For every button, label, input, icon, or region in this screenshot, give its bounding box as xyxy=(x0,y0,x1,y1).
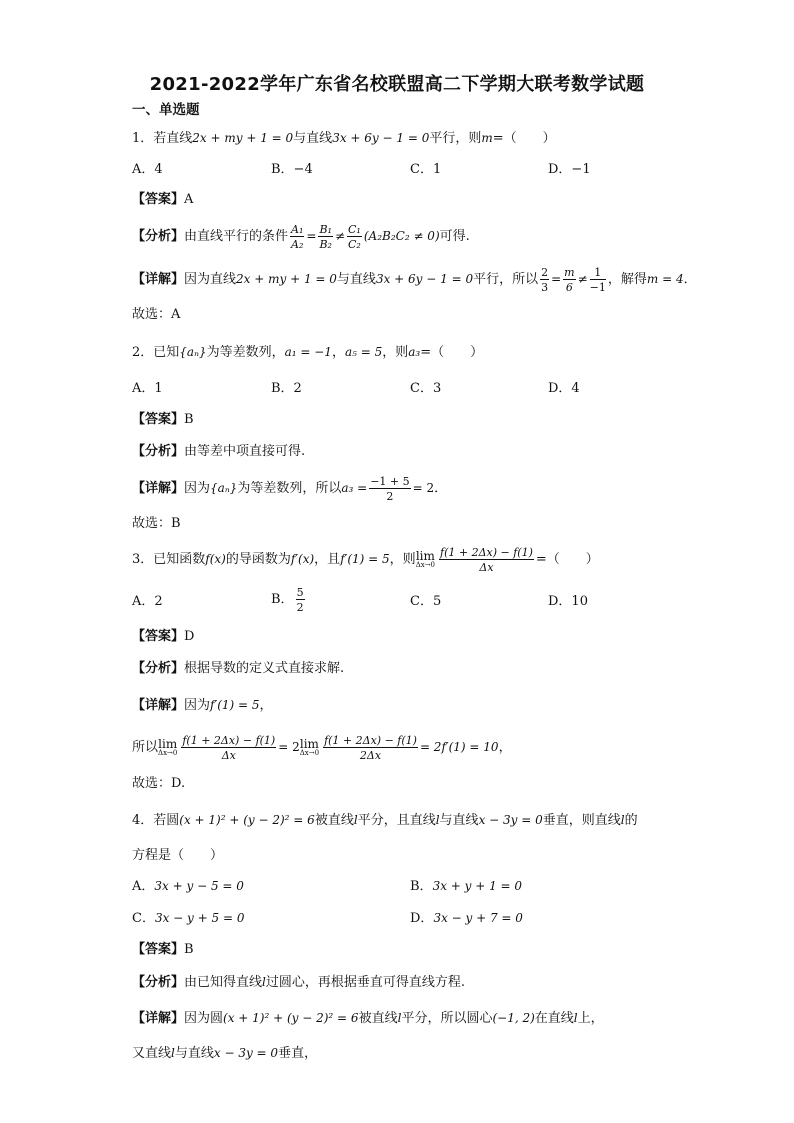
q1-answer xyxy=(132,190,193,210)
q3-stem-e: =（ ） xyxy=(535,552,599,567)
q4-analysis xyxy=(132,972,465,993)
q4-analysis-text-b: 过圆心，再根据垂直可得直线方程. xyxy=(265,975,466,990)
q3-answer-value: D xyxy=(184,629,195,644)
q4-detail-circle: (x + 1)² + (y − 2)² = 6 xyxy=(223,1011,359,1025)
q2-stem-c: ，则 xyxy=(382,345,409,360)
q4-detail-center: (−1, 2) xyxy=(492,1011,535,1025)
q1-detail-text-d: ，解得 xyxy=(607,272,647,287)
q1-detail-text-a: 因为直线 xyxy=(184,272,237,287)
q3-detail-text-a: 因为 xyxy=(184,698,211,713)
q4-stem-d: 与直线 xyxy=(439,813,479,828)
q1-detail-fraction-b: $\frac{m}{6}$ xyxy=(564,265,575,294)
q4-detail-line-l-1: l xyxy=(397,1011,402,1025)
q3-derivation-end: = 2f′(1) = 10 xyxy=(419,740,499,754)
q1-choice: 故选：A xyxy=(132,307,181,322)
q2-detail-fraction: $\frac{-1 + 5}{2}$ xyxy=(370,474,410,503)
q4-last-text-a: 又直线 xyxy=(132,1046,172,1061)
q2-detail-end: ． xyxy=(434,481,448,496)
q3-derivation-mid: = 2 xyxy=(278,740,300,754)
q3-derivation-fraction-2: $\frac{f(1 + 2\Delta x) - f(1)}{2\Delta x}$ xyxy=(324,733,417,762)
q3-stem-b: 的导函数为 xyxy=(225,552,291,567)
question-4-stem xyxy=(132,810,638,831)
q3-answer xyxy=(132,627,194,647)
q4-detail-text-b: 被直线 xyxy=(358,1011,398,1026)
q4-last-text-b: 与直线 xyxy=(174,1046,214,1061)
q2-analysis-text: 由等差中项直接可得. xyxy=(184,444,306,459)
q2-answer xyxy=(132,410,194,430)
q2-detail-lhs: a₃ = xyxy=(341,481,368,495)
q3-stem-a: 3．已知函数 xyxy=(132,552,206,567)
q3-stem-d: ，则 xyxy=(389,552,416,567)
q4-detail-line-l-2: l xyxy=(573,1011,578,1025)
section-heading: 一、单选题 xyxy=(132,102,200,118)
q2-stem-b: 为等差数列， xyxy=(206,345,285,360)
q1-variable: m xyxy=(481,131,493,145)
q2-detail-sequence: {aₙ} xyxy=(210,481,238,495)
q2-detail xyxy=(132,473,447,503)
q1-fraction-a: $\frac{\text{A₁}}{\text{A₂}}$ xyxy=(291,222,304,251)
q1-stem-d: =（ ） xyxy=(492,131,556,146)
question-1-stem xyxy=(132,128,556,149)
q3-option-d: D．10 xyxy=(548,594,588,609)
q3-so: 所以 xyxy=(132,740,159,755)
q4-detail-last xyxy=(132,1043,317,1064)
q4-answer-tag: 【答案】 xyxy=(132,942,185,957)
q1-option-a: A．4 xyxy=(132,162,163,177)
q4-option-a: A．3x + y − 5 = 0 xyxy=(132,879,244,894)
q2-answer-value: B xyxy=(184,412,194,427)
q1-detail: 【详解】因为直线2x + my + 1 = 0与直线3x + 6y − 1 = 0平行，所以 $\frac{2}{3}$ = $\frac{m}{6}$ ≠ $\frac{1}{-1}$ ，解得m = 4． xyxy=(132,265,697,294)
q4-circle: (x + 1)² + (y − 2)² = 6 xyxy=(179,813,315,827)
q4-detail-tag: 【详解】 xyxy=(132,1011,185,1026)
q3-derivation-comma: ， xyxy=(498,740,512,755)
q3-detail xyxy=(132,695,273,716)
q2-option-d: D．4 xyxy=(548,381,580,396)
q2-detail-tag: 【详解】 xyxy=(132,481,185,496)
q4-detail-text-c: 平分，所以圆心 xyxy=(401,1011,493,1026)
q2-detail-rhs: = 2 xyxy=(412,481,435,495)
q2-detail-text-b: 为等差数列，所以 xyxy=(237,481,342,496)
q4-analysis-text-a: 由已知得直线 xyxy=(184,975,263,990)
q1-answer-tag: 【答案】 xyxy=(132,192,185,207)
q3-option-a: A．2 xyxy=(132,594,163,609)
q1-detail-result: m = 4 xyxy=(646,272,684,286)
question-3-stem xyxy=(132,544,599,574)
q4-stem-c: 平分，且直线 xyxy=(357,813,436,828)
q2-choice: 故选：B xyxy=(132,516,181,531)
q4-stem-g: 方程是（ ） xyxy=(132,848,224,863)
q4-stem-a: 4．若圆 xyxy=(132,813,180,828)
q1-formula-1: 2x + my + 1 = 0 xyxy=(192,131,294,145)
q4-analysis-line-l: l xyxy=(262,975,266,989)
q3-detail-text-b: ， xyxy=(259,698,273,713)
q4-answer xyxy=(132,940,194,960)
q3-condition: f′(1) = 5 xyxy=(340,552,390,566)
q3-limit: lim Δx→0 xyxy=(415,549,436,569)
q4-line-l-1: l xyxy=(353,813,358,827)
q3-choice: 故选：D. xyxy=(132,776,186,791)
q1-stem-c: 平行，则 xyxy=(429,131,482,146)
q1-detail-end: ． xyxy=(683,272,697,287)
q4-stem-b: 被直线 xyxy=(314,813,354,828)
q1-option-c: C．1 xyxy=(410,162,442,177)
q3-derivation-limit-2: lim Δx→0 xyxy=(299,737,320,757)
q2-option-b: B．2 xyxy=(271,381,302,396)
q1-formula-2: 3x + 6y − 1 = 0 xyxy=(332,131,430,145)
q3-fraction: $\frac{f(1 + 2\Delta x) - f(1)}{\Delta x}$ xyxy=(440,545,533,574)
q2-option-a: A．1 xyxy=(132,381,163,396)
q1-analysis-tag: 【分析】 xyxy=(132,229,185,244)
q1-stem-b: 与直线 xyxy=(293,131,333,146)
q1-not-equal: ≠ xyxy=(334,229,346,243)
q1-fraction-b: $\frac{\text{B₁}}{\text{B₂}}$ xyxy=(319,222,332,251)
q2-analysis xyxy=(132,442,305,462)
q3-stem-c: ，且 xyxy=(314,552,341,567)
q4-option-d: D．3x − y + 7 = 0 xyxy=(410,911,523,926)
q1-detail-fraction-a: $\frac{2}{3}$ xyxy=(541,265,549,294)
q1-condition: (A₂B₂C₂ ≠ 0) xyxy=(363,229,440,243)
q4-option-b: B．3x + y + 1 = 0 xyxy=(410,879,523,894)
q2-stem-a: 2．已知 xyxy=(132,345,180,360)
q3-option-b: B． $\frac{5}{2}$ xyxy=(271,585,304,614)
q3-option-c: C．5 xyxy=(410,594,442,609)
q3-function: f(x) xyxy=(205,552,226,566)
q1-detail-text-c: 平行，所以 xyxy=(473,272,539,287)
q1-analysis-text-a: 由直线平行的条件 xyxy=(184,229,289,244)
q1-analysis xyxy=(132,221,470,251)
q2-separator: ， xyxy=(331,345,345,360)
question-2-stem xyxy=(132,342,483,363)
q1-stem-a: 1．若直线 xyxy=(132,131,193,146)
q3-derivation xyxy=(132,730,512,764)
q2-target: a₃ xyxy=(408,345,421,359)
q3-derivative: f′(x) xyxy=(290,552,315,566)
q4-last-text-c: 垂直， xyxy=(278,1046,318,1061)
q4-option-c: C．3x − y + 5 = 0 xyxy=(132,911,245,926)
q1-analysis-text-b: 可得. xyxy=(439,229,470,244)
q3-derivation-fraction-1: $\frac{f(1 + 2\Delta x) - f(1)}{\Delta x}$ xyxy=(182,733,276,762)
q1-detail-formula-2: 3x + 6y − 1 = 0 xyxy=(375,272,474,286)
q2-sequence: {aₙ} xyxy=(179,345,207,359)
q1-answer-value: A xyxy=(184,192,194,207)
q4-answer-value: B xyxy=(184,942,194,957)
q2-analysis-tag: 【分析】 xyxy=(132,444,185,459)
q1-fraction-c: $\frac{\text{C₁}}{\text{C₂}}$ xyxy=(348,222,361,251)
q1-detail-formula-1: 2x + my + 1 = 0 xyxy=(236,272,337,286)
page-title: 2021-2022学年广东省名校联盟高二下学期大联考数学试题 xyxy=(149,74,645,95)
q4-line-2: x − 3y = 0 xyxy=(478,813,543,827)
q3-answer-tag: 【答案】 xyxy=(132,629,185,644)
q4-line-l-3: l xyxy=(620,813,625,827)
q2-option-c: C．3 xyxy=(410,381,442,396)
q4-last-line: x − 3y = 0 xyxy=(213,1046,279,1060)
q3-option-b-fraction: $\frac{5}{2}$ xyxy=(296,585,304,614)
q3-detail-condition: f′(1) = 5 xyxy=(210,698,260,712)
q4-detail xyxy=(132,1008,604,1029)
q1-detail-text-b: 与直线 xyxy=(336,272,376,287)
q4-line-l-2: l xyxy=(435,813,440,827)
q3-detail-tag: 【详解】 xyxy=(132,698,185,713)
q2-condition-2: a₅ = 5 xyxy=(344,345,383,359)
q2-detail-text-a: 因为 xyxy=(184,481,211,496)
q3-derivation-limit-1: lim Δx→0 xyxy=(158,737,178,757)
q2-condition-1: a₁ = −1 xyxy=(284,345,332,359)
q1-equals: = xyxy=(306,229,317,243)
q4-analysis-tag: 【分析】 xyxy=(132,975,185,990)
q3-analysis-tag: 【分析】 xyxy=(132,661,185,676)
q3-analysis xyxy=(132,659,344,679)
q4-stem-f: 的 xyxy=(624,813,638,828)
q3-analysis-text: 根据导数的定义式直接求解. xyxy=(184,661,345,676)
q1-detail-tag: 【详解】 xyxy=(132,272,185,287)
q4-detail-text-e: 上， xyxy=(577,1011,604,1026)
q4-detail-text-d: 在直线 xyxy=(534,1011,574,1026)
q1-option-b: B．−4 xyxy=(271,162,313,177)
q4-stem-e: 垂直，则直线 xyxy=(542,813,621,828)
q4-detail-text-a: 因为圆 xyxy=(184,1011,224,1026)
q2-answer-tag: 【答案】 xyxy=(132,412,185,427)
q4-last-line-l: l xyxy=(171,1046,175,1060)
q1-option-d: D．−1 xyxy=(548,162,591,177)
q2-stem-d: =（ ） xyxy=(420,345,484,360)
q1-detail-fraction-c: $\frac{1}{-1}$ xyxy=(589,265,606,294)
